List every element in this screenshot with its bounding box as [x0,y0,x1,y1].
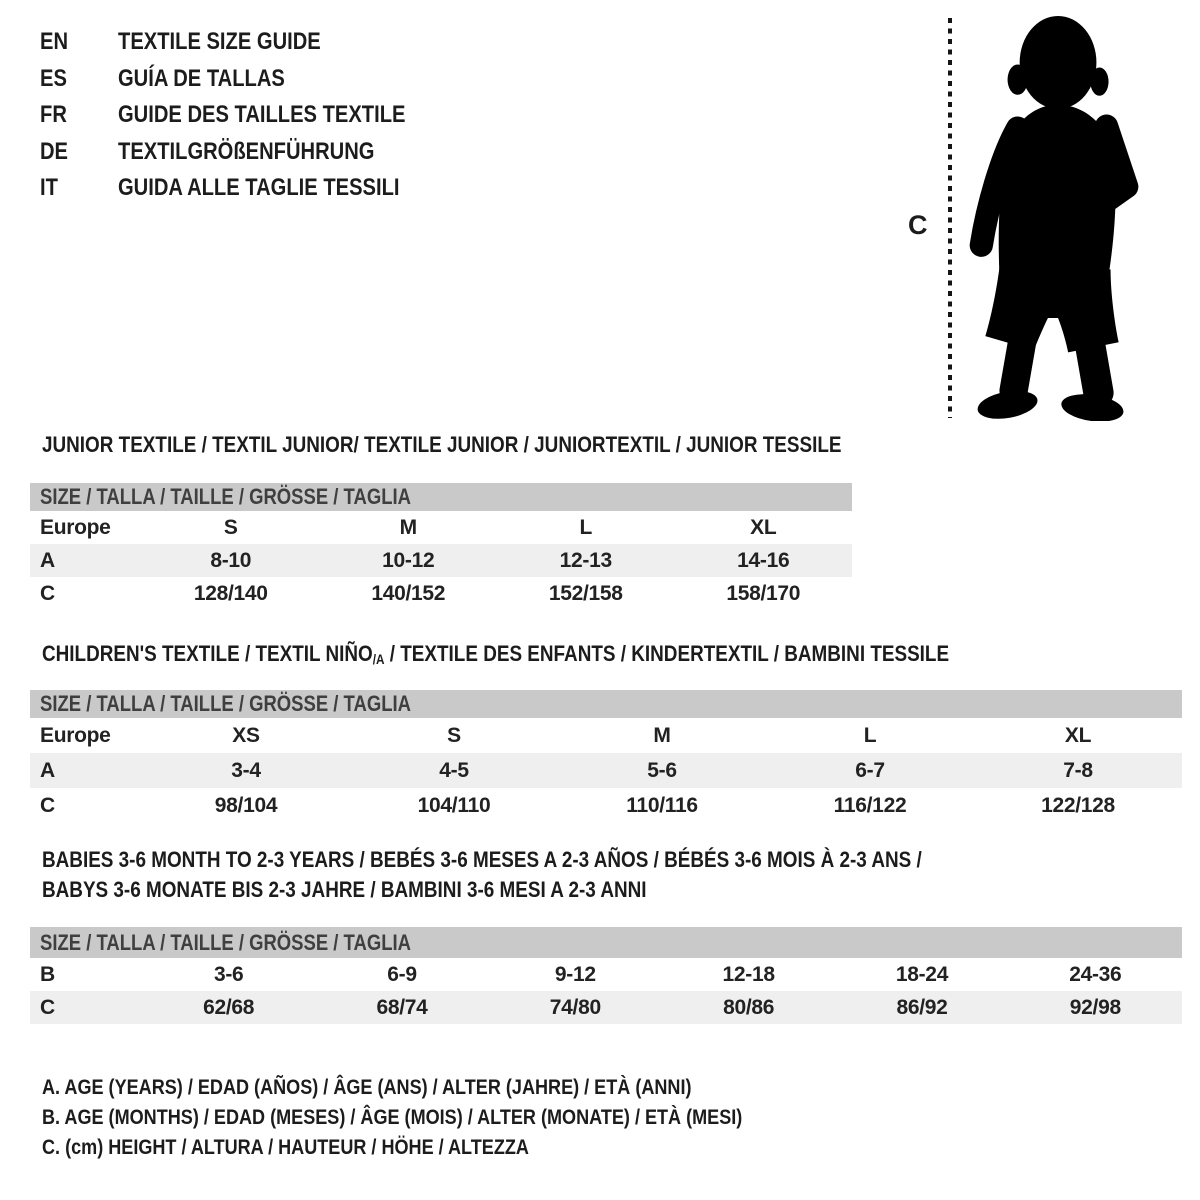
size-cell: 68/74 [376,995,428,1019]
table-row-height [30,991,1182,1024]
language-label: TEXTILE SIZE GUIDE [118,28,321,56]
row-label: B [40,962,55,986]
table-row-europe [30,718,1182,753]
size-cell: S [447,723,461,747]
language-row-it [40,170,460,207]
size-cell: 110/116 [626,793,698,817]
size-header-bar [30,927,1182,958]
size-cell: L [863,723,877,747]
size-cell: 6-7 [855,758,885,782]
babies-size-table [30,927,1182,1024]
size-cell: M [653,723,671,747]
row-label: A [40,548,55,572]
size-cell: 92/98 [1069,995,1121,1019]
language-code: FR [40,101,67,129]
height-dashed-line [948,18,952,418]
row-label: C [40,995,55,1019]
language-label: GUÍA DE TALLAS [118,64,285,92]
size-cell: 3-4 [231,758,261,782]
size-cell: 14-16 [737,548,790,572]
size-cell: 4-5 [439,758,469,782]
size-cell: 6-9 [387,962,417,986]
size-cell: XL [750,515,777,539]
size-cell: 152/158 [548,581,623,605]
size-cell: 10-12 [382,548,435,572]
size-cell: 18-24 [895,962,949,986]
row-label: C [40,793,55,817]
language-label: TEXTILGRÖßENFÜHRUNG [118,137,375,165]
size-cell: XL [1064,723,1092,747]
table-row-age [30,544,852,577]
table-row-age [30,753,1182,788]
size-cell: 86/92 [896,995,948,1019]
nino-a-subscript: /A [372,651,385,667]
language-row-en [40,24,460,61]
footnotes [42,1072,876,1162]
size-cell: M [399,515,417,539]
language-label: GUIDE DES TAILLES TEXTILE [118,101,406,129]
size-header-bar [30,690,1182,718]
table-row-months [30,958,1182,991]
junior-section-title: JUNIOR TEXTILE / TEXTIL JUNIOR/ TEXTILE JUNIOR / JUNIORTEXTIL / JUNIOR TESSILE [42,432,842,457]
table-row-height [30,788,1182,823]
size-cell: 7-8 [1063,758,1093,782]
size-header-label: SIZE / TALLA / TAILLE / GRÖSSE / TAGLIA [40,691,411,716]
children-size-table [30,690,1182,823]
size-header-bar [30,483,852,511]
language-header [40,24,460,207]
size-cell: L [579,515,593,539]
size-cell: 116/122 [833,793,907,817]
size-cell: 98/104 [214,793,278,817]
size-cell: 74/80 [549,995,601,1019]
size-cell: 24-36 [1069,962,1122,986]
size-cell: 158/170 [726,581,801,605]
language-row-de [40,134,460,171]
size-cell: 140/152 [371,581,446,605]
size-header-label: SIZE / TALLA / TAILLE / GRÖSSE / TAGLIA [40,929,411,955]
size-cell: 9-12 [554,962,596,986]
footnote-a: A. AGE (YEARS) / EDAD (AÑOS) / ÂGE (ANS) / ALTER (JAHRE) / ETÀ (ANNI) [42,1075,692,1099]
size-cell: 12-18 [722,962,775,986]
size-cell: 122/128 [1041,793,1115,817]
size-cell: 62/68 [203,995,255,1019]
size-cell: 80/86 [723,995,775,1019]
size-cell: 104/110 [417,793,491,817]
footnote-c: C. (cm) HEIGHT / ALTURA / HAUTEUR / HÖHE / ALTEZZA [42,1135,529,1159]
language-code: DE [40,137,69,165]
language-row-es [40,61,460,98]
toddler-silhouette-icon [963,15,1143,421]
junior-size-table [30,483,852,610]
row-label: C [40,581,55,605]
babies-section-title: BABIES 3-6 MONTH TO 2-3 YEARS / BEBÉS 3-6 MESES A 2-3 AÑOS / BÉBÉS 3-6 MOIS À 2-3 ANS / BABYS 3-6 MONATE BIS 2-3 JAHRE / BAMBINI 3-6 MESI A 2-3 ANNI [42,847,922,902]
language-code: IT [40,174,58,202]
language-label: GUIDA ALLE TAGLIE TESSILI [118,174,400,202]
size-cell: S [223,515,238,539]
row-label: Europe [40,515,111,539]
row-label: Europe [40,723,111,747]
row-label: A [40,758,55,782]
size-header-label: SIZE / TALLA / TAILLE / GRÖSSE / TAGLIA [40,484,411,509]
table-row-europe [30,511,852,544]
footnote-b: B. AGE (MONTHS) / EDAD (MESES) / ÂGE (MOIS) / ALTER (MONATE) / ETÀ (MESI) [42,1105,743,1129]
size-cell: 5-6 [647,758,677,782]
table-row-height [30,577,852,610]
height-measure-label: C [908,210,928,240]
language-code: EN [40,28,69,56]
children-section-title: CHILDREN'S TEXTILE / TEXTIL NIÑO/A / TEXTILE DES ENFANTS / KINDERTEXTIL / BAMBINI TESSILE [42,641,950,667]
size-cell: 128/140 [193,581,268,605]
size-cell: XS [232,723,260,747]
size-cell: 12-13 [559,548,612,572]
size-cell: 3-6 [213,962,244,986]
language-code: ES [40,64,67,92]
language-row-fr [40,97,460,134]
size-cell: 8-10 [210,548,252,572]
